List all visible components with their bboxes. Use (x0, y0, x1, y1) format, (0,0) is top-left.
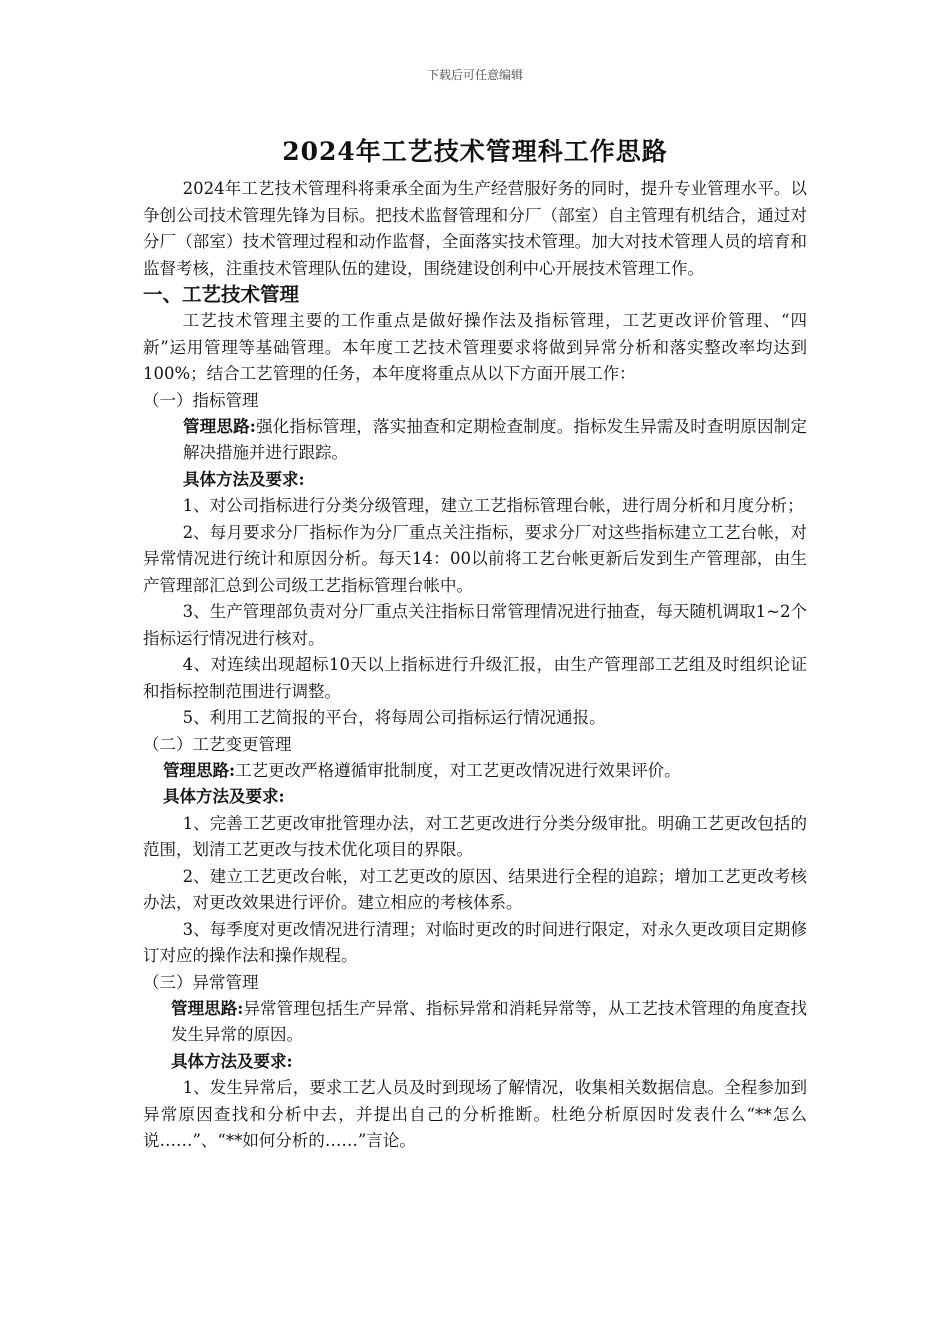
page-header: 下载后可任意编辑 (426, 68, 523, 82)
management-idea-3 (143, 996, 807, 1049)
intro-paragraph: 2024年工艺技术管理科将秉承全面为生产经营服好务的同时，提升专业管理水平。以争创公司技术管理先锋为目标。把技术监督管理和分厂（部室）自主管理有机结合，通过对分厂（部室）技术管理过程和动作监督，全面落实技术管理。加大对技术管理人员的培育和监督考核，注重技术管理队伍的建设，围绕建设创利中心开展技术管理工作。 (143, 179, 807, 278)
list-item: 1、发生异常后，要求工艺人员及时到现场了解情况，收集相关数据信息。全程参加到异常原因查找和分析中去，并提出自己的分析推断。杜绝分析原因时发表什么“**怎么说……”、“**如何分析的……”言论。 (143, 1078, 807, 1150)
list-item: 2、建立工艺更改台帐，对工艺更改的原因、结果进行全程的追踪；增加工艺更改考核办法，对更改效果进行评价。建立相应的考核体系。 (143, 866, 807, 912)
list-item: 1、完善工艺更改审批管理办法，对工艺更改进行分类分级审批。明确工艺更改包括的范围，划清工艺更改与技术优化项目的界限。 (143, 813, 807, 859)
subsection-heading-2: （二）工艺变更管理 (143, 734, 292, 754)
section-heading-1: 一、工艺技术管理 (143, 283, 300, 306)
method-label-1: 具体方法及要求: (183, 469, 305, 489)
subsection-heading-1: （一）指标管理 (143, 390, 259, 410)
idea-label: 管理思路: (171, 998, 244, 1018)
idea-text: 异常管理包括生产异常、指标异常和消耗异常等，从工艺技术管理的角度查找发生异常的原因。 (171, 998, 808, 1044)
list-item: 5、利用工艺简报的平台，将每周公司指标运行情况通报。 (182, 708, 606, 727)
management-idea-1 (143, 414, 807, 467)
list-item: 2、每月要求分厂指标作为分厂重点关注指标，要求分厂对这些指标建立工艺台帐，对异常情况进行统计和原因分析。每天14：00以前将工艺台帐更新后发到生产管理部，由生产管理部汇总到公司级工艺指标管理台帐中。 (143, 522, 807, 595)
idea-text: 强化指标管理，落实抽查和定期检查制度。指标发生异需及时查明原因制定解决措施并进行跟踪。 (183, 416, 808, 462)
idea-label: 管理思路: (163, 760, 236, 780)
section-1-intro: 工艺技术管理主要的工作重点是做好操作法及指标管理，工艺更改评价管理、“四新”运用管理等基础管理。本年度工艺技术管理要求将做到异常分析和落实整改率均达到100%；结合工艺管理的任务，本年度将重点从以下方面开展工作： (143, 311, 807, 383)
list-item: 3、每季度对更改情况进行清理；对临时更改的时间进行限定，对永久更改项目定期修订对应的操作法和操作规程。 (143, 919, 807, 965)
method-label-2: 具体方法及要求: (163, 787, 285, 806)
document-title: 2024年工艺技术管理科工作思路 (282, 137, 668, 166)
document-body (143, 176, 807, 1155)
list-item: 1、对公司指标进行分类分级管理，建立工艺指标管理台帐，进行周分析和月度分析； (182, 496, 804, 515)
method-label-3: 具体方法及要求: (171, 1051, 293, 1071)
idea-text: 工艺更改严格遵循审批制度，对工艺更改情况进行效果评价。 (235, 760, 681, 780)
list-item: 3、生产管理部负责对分厂重点关注指标日常管理情况进行抽查，每天随机调取1~2个指标运行情况进行核对。 (143, 602, 807, 648)
list-item: 4、对连续出现超标10天以上指标进行升级汇报，由生产管理部工艺组及时组织论证和指标控制范围进行调整。 (143, 655, 807, 701)
idea-label: 管理思路: (183, 416, 256, 436)
subsection-heading-3: （三）异常管理 (143, 972, 259, 992)
management-idea-2 (143, 758, 807, 785)
